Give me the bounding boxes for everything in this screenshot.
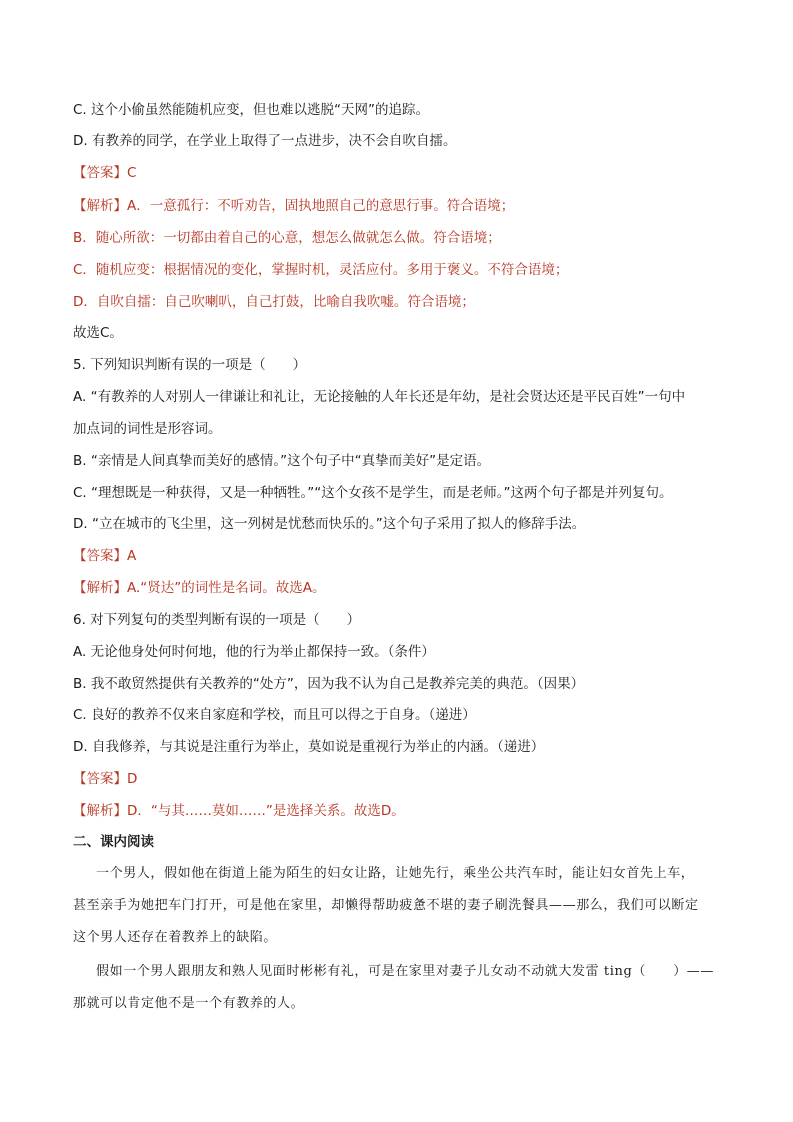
q4-analysis-c: C．随机应变：根据情况的变化，掌握时机，灵活应付。多用于褒义。不符合语境； [73,262,569,278]
q4-analysis-d: D．自吹自擂：自己吹喇叭，自己打鼓，比喻自我吹嘘。符合语境； [73,294,475,310]
q5-option-d: D. “立在城市的飞尘里，这一列树是忧愁而快乐的。”这个句子采用了拟人的修辞手法。 [73,516,586,532]
q5-answer: 【答案】A [73,548,137,564]
passage-p1-line1: 一个男人，假如他在街道上能为陌生的妇女让路，让她先行，乘坐公共汽车时，能让妇女首先上车， [96,866,695,881]
q6-analysis: 【解析】D．“与其……莫如……”是选择关系。故选D。 [73,803,405,819]
q6-stem: 6. 对下列复句的类型判断有误的一项是（ ） [73,612,361,628]
section-heading: 二、课内阅读 [73,834,154,850]
q4-analysis-a: 【解析】A．一意孤行：不听劝告，固执地照自己的意思行事。符合语境； [73,198,515,214]
q5-option-c: C. “理想既是一种获得，又是一种牺牲。”“这个女孩不是学生，而是老师。”这两个句子都是并列复句。 [73,485,673,501]
q5-option-a-line2: 加点词的词性是形容词。 [73,421,222,437]
q4-answer: 【答案】C [73,165,137,181]
q5-option-b: B. “亲情是人间真挚而美好的感情。”这个句子中“真挚而美好”是定语。 [73,453,491,469]
q6-option-a: A. 无论他身处何时何地，他的行为举止都保持一致。（条件） [73,644,435,660]
q6-option-b: B. 我不敢贸然提供有关教养的“处方”，因为我不认为自己是教养完美的典范。（因果） [73,676,585,692]
q5-stem: 5. 下列知识判断有误的一项是（ ） [73,357,307,373]
q4-analysis-b: B．随心所欲：一切都由着自己的心意，想怎么做就怎么做。符合语境； [73,230,501,246]
q6-option-d: D. 自我修养，与其说是注重行为举止，莫如说是重视行为举止的内涵。（递进） [73,739,545,755]
passage-p1-line3: 这个男人还存在着教养上的缺陷。 [73,930,278,945]
passage-p2-line1: 假如一个男人跟朋友和熟人见面时彬彬有礼，可是在家里对妻子儿女动不动就大发雷 ting（ ）—— [96,964,715,979]
q4-conclusion: 故选C。 [73,325,123,341]
passage-p2-line2: 那就可以肯定他不是一个有教养的人。 [73,996,305,1011]
q6-answer: 【答案】D [73,771,138,787]
q5-option-a-line1: A. “有教养的人对别人一律谦让和礼让，无论接触的人年长还是年幼，是社会贤达还是平民百姓”一句中 [73,389,686,405]
q6-option-c: C. 良好的教养不仅来自家庭和学校，而且可以得之于自身。（递进） [73,707,476,723]
q4-option-d: D. 有教养的同学，在学业上取得了一点进步，决不会自吹自擂。 [73,133,457,149]
q4-option-c: C. 这个小偷虽然能随机应变，但也难以逃脱“天网”的追踪。 [73,102,429,118]
passage-p1-line2: 甚至亲手为她把车门打开，可是他在家里，却懒得帮助疲惫不堪的妻子刷洗餐具——那么，我们可以断定 [73,898,699,913]
q5-analysis: 【解析】A.“贤达”的词性是名词。故选A。 [73,580,326,596]
